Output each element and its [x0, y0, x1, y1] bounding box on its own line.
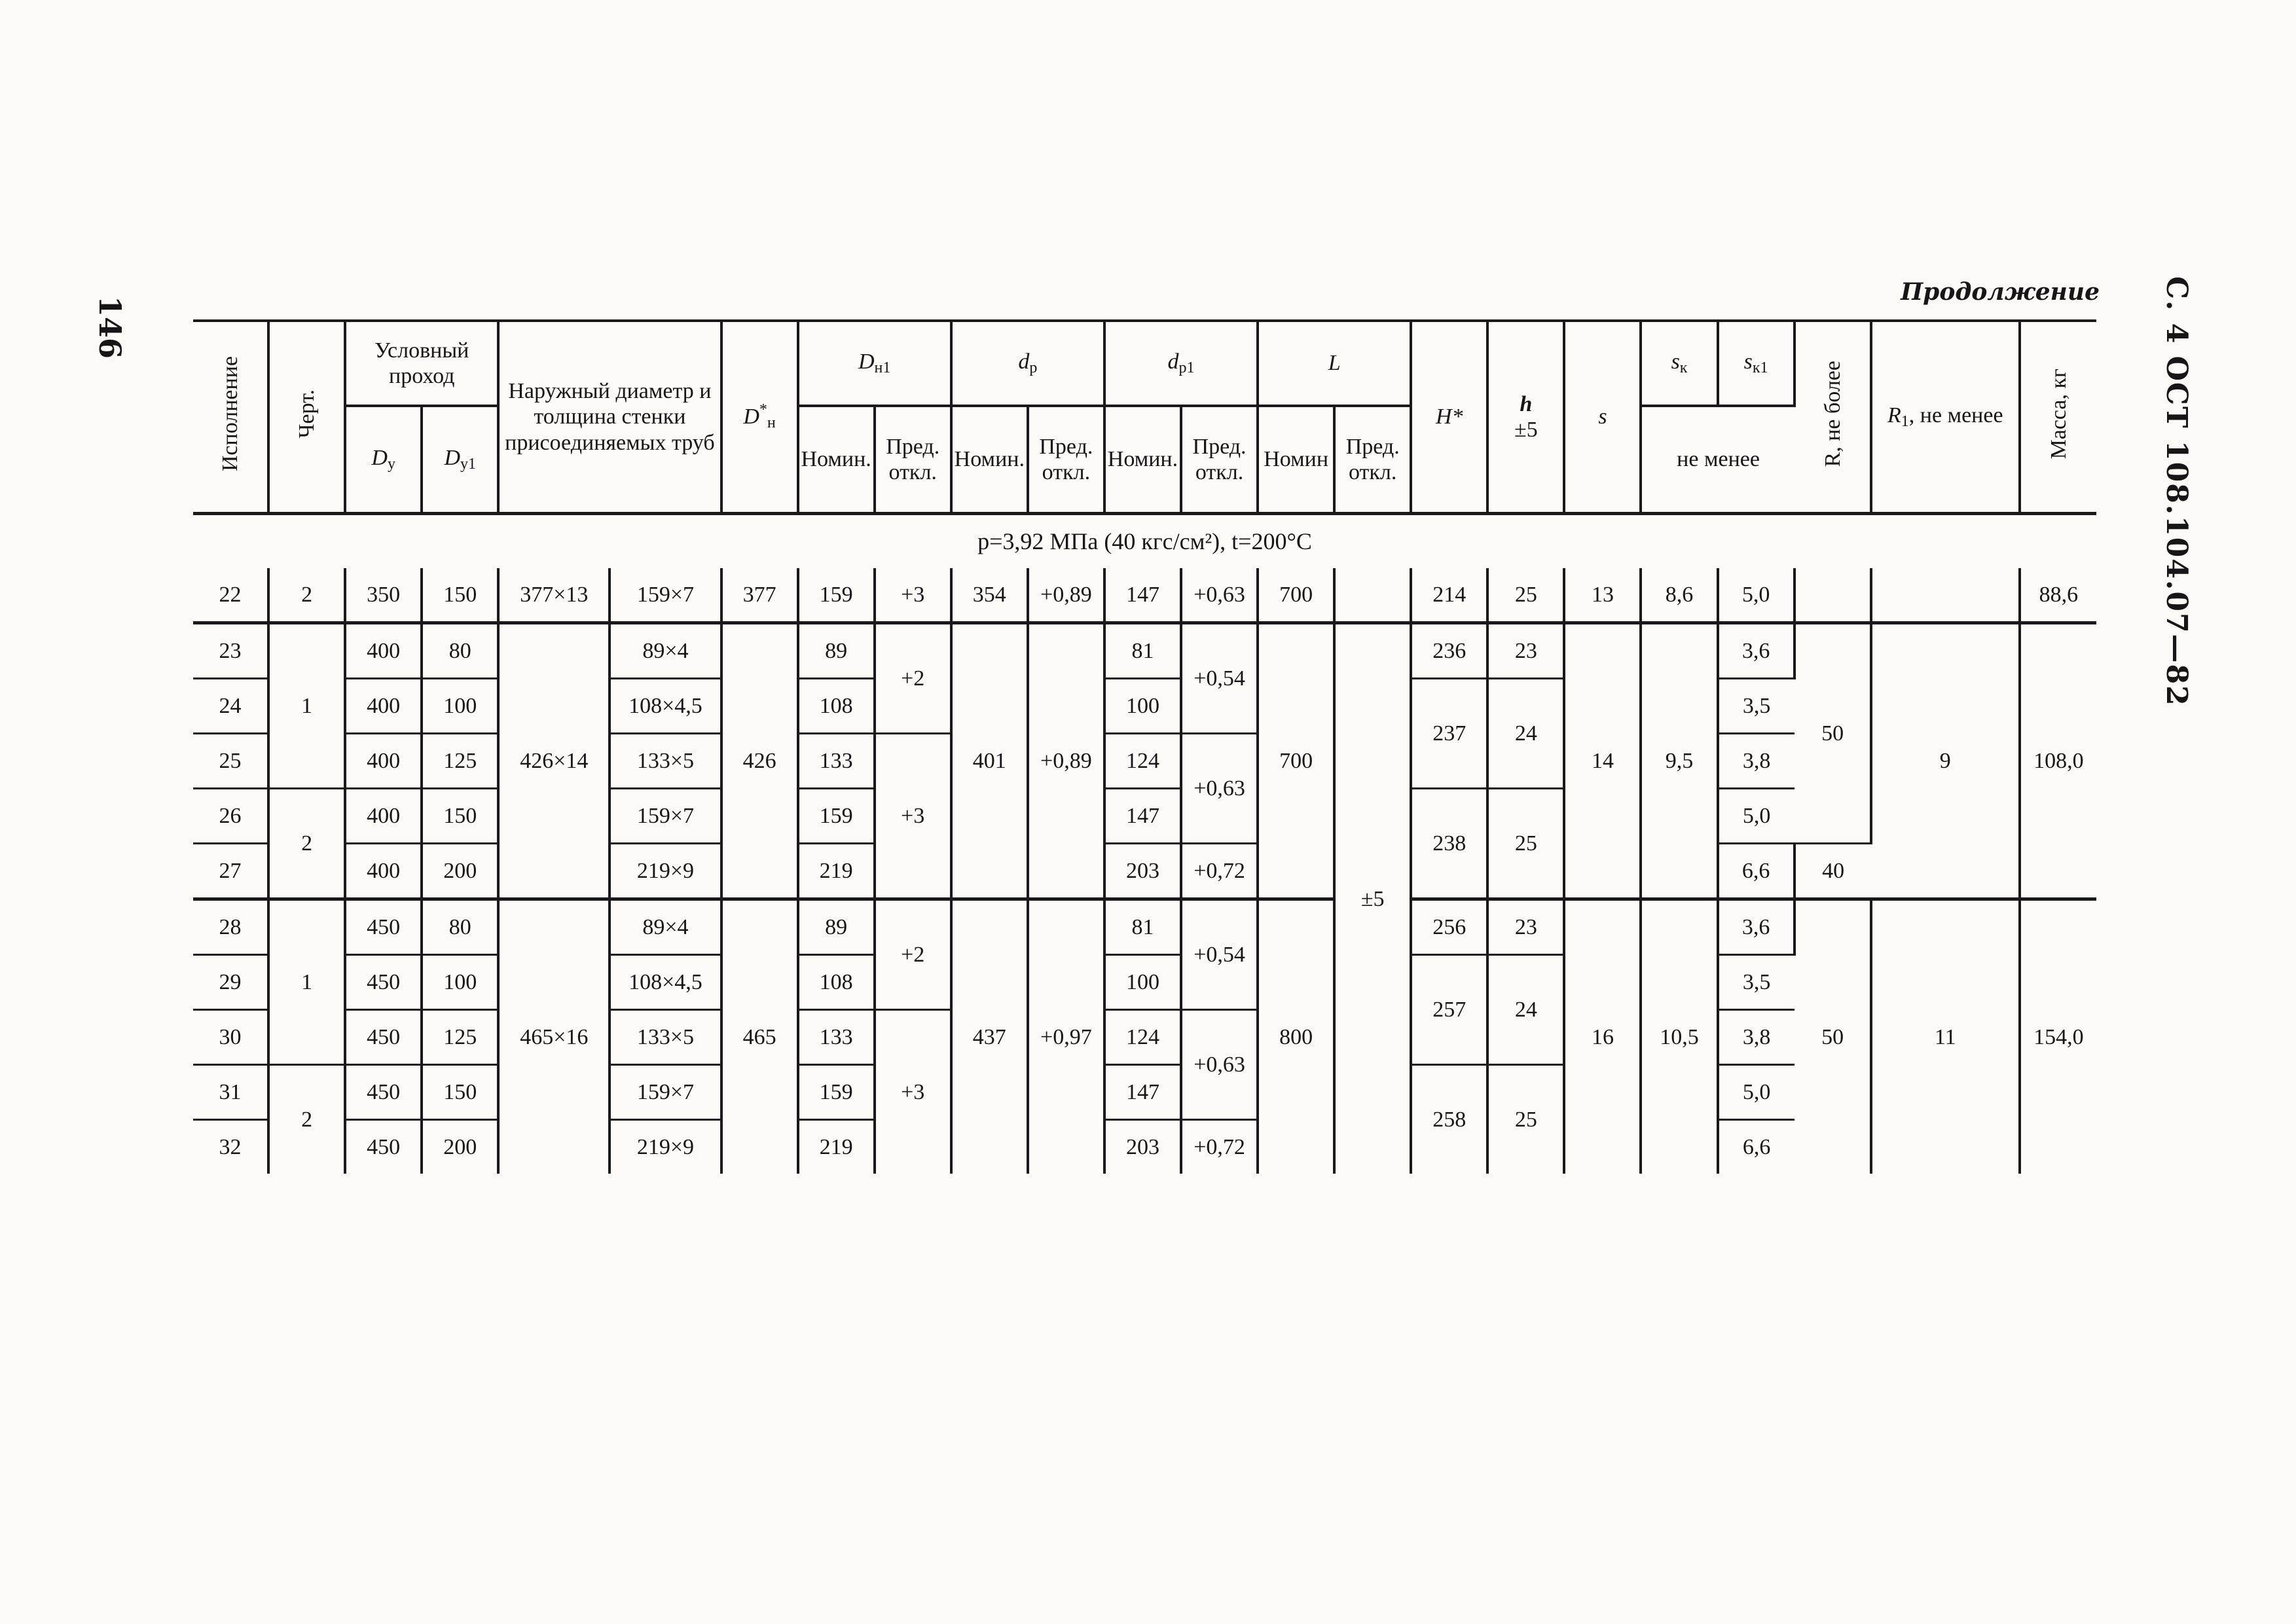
- header-r: R, не более: [1795, 321, 1871, 514]
- cell: 3,6: [1718, 623, 1795, 679]
- cell: 147: [1104, 1065, 1181, 1120]
- cell: 219: [798, 844, 875, 899]
- cell: +3: [875, 734, 951, 899]
- cell: 219×9: [610, 844, 721, 899]
- cell: 24: [1487, 955, 1564, 1065]
- header-dn1-pred: Пред. откл.: [875, 406, 951, 514]
- header-dn1-nom: Номин.: [798, 406, 875, 514]
- cell: [1871, 568, 2020, 623]
- cell: 238: [1411, 789, 1487, 899]
- cell: 401: [951, 623, 1028, 899]
- cell: 25: [1487, 1065, 1564, 1174]
- cell: 80: [422, 899, 498, 955]
- cell: 29: [193, 955, 268, 1010]
- cell: 450: [345, 1065, 422, 1120]
- cell: 465: [721, 899, 798, 1174]
- header-h-star: H*: [1411, 321, 1487, 514]
- header-uslovny-prohod: Условный проход: [345, 321, 498, 406]
- header-r1: $R_1$, не менее: [1871, 321, 2020, 514]
- cell: 2: [268, 789, 345, 899]
- cell: 258: [1411, 1065, 1487, 1174]
- header-sk1: $s_{к1}$: [1718, 321, 1795, 406]
- cell: 133: [798, 734, 875, 789]
- cell: +3: [875, 1010, 951, 1174]
- cell: +0,63: [1181, 568, 1258, 623]
- cell: 16: [1564, 899, 1641, 1174]
- cell: 23: [1487, 623, 1564, 679]
- cell: 400: [345, 734, 422, 789]
- cell: 400: [345, 789, 422, 844]
- header-dp1-pred: Пред. откл.: [1181, 406, 1258, 514]
- cell: 88,6: [2039, 582, 2079, 607]
- cell: 28: [193, 899, 268, 955]
- cell: +2: [875, 623, 951, 734]
- header-ne-menee: не менее: [1641, 406, 1794, 514]
- cell: +0,63: [1181, 734, 1258, 844]
- cell: 133×5: [610, 1010, 721, 1065]
- header-dn: $D^*_н$: [721, 321, 798, 514]
- cell: 450: [345, 1120, 422, 1174]
- cell: 203: [1104, 844, 1181, 899]
- header-outer-diameter: Наружный диаметр и толщина стенки присоединяемых труб: [498, 321, 721, 514]
- cell: 6,6: [1718, 1120, 1795, 1174]
- header-l: L: [1258, 321, 1411, 406]
- cell: 89: [798, 899, 875, 955]
- continuation-label: Продолжение: [1901, 278, 2100, 306]
- cell: 3,8: [1718, 1010, 1795, 1065]
- cell: 400: [345, 844, 422, 899]
- cell: 26: [193, 789, 268, 844]
- cell: 237: [1411, 679, 1487, 789]
- cell: 257: [1411, 955, 1487, 1065]
- cell: 377×13: [498, 568, 610, 623]
- cell: 159×7: [610, 568, 721, 623]
- cell: +3: [875, 568, 951, 623]
- cell: +0,72: [1181, 844, 1258, 899]
- cell: 236: [1411, 623, 1487, 679]
- header-ispolnenie: Исполнение: [193, 321, 268, 514]
- cell: 219: [798, 1120, 875, 1174]
- header-dp: $d_р$: [951, 321, 1104, 406]
- cell: 3,8: [1718, 734, 1795, 789]
- header-dy1: $D_{у1}$: [422, 406, 498, 514]
- cell: 450: [345, 899, 422, 955]
- cell: ±5: [1334, 623, 1411, 1174]
- cell: 89: [798, 623, 875, 679]
- cell: 22: [193, 568, 268, 623]
- header-dp1: $d_{р1}$: [1104, 321, 1258, 406]
- cell: 203: [1104, 1120, 1181, 1174]
- cell: 11: [1871, 899, 2020, 1174]
- cell: 400: [345, 623, 422, 679]
- cell: 100: [1104, 955, 1181, 1010]
- cell: 8,6: [1641, 568, 1717, 623]
- cell: 23: [193, 623, 268, 679]
- condition-label: p=3,92 МПа (40 кгс/см²), t=200°С: [977, 528, 1312, 554]
- cell: 124: [1104, 1010, 1181, 1065]
- table-row: [193, 899, 2096, 955]
- cell: 25: [1487, 789, 1564, 899]
- cell: 2: [268, 1065, 345, 1174]
- header-dp-pred: Пред. откл.: [1028, 406, 1104, 514]
- document-code: С. 4 ОСТ 108.104.07—82: [2160, 276, 2193, 707]
- cell: +0,54: [1181, 899, 1258, 1010]
- cell: 700: [1258, 568, 1334, 623]
- cell: 5,0: [1718, 1065, 1795, 1120]
- cell: 10,5: [1641, 899, 1717, 1174]
- cell: 125: [422, 1010, 498, 1065]
- cell: 25: [193, 734, 268, 789]
- cell: 50: [1795, 623, 1871, 844]
- cell: 23: [1487, 899, 1564, 955]
- cell: 31: [193, 1065, 268, 1120]
- cell: 350: [345, 568, 422, 623]
- cell: 81: [1104, 899, 1181, 955]
- cell: +0,89: [1028, 568, 1104, 623]
- header-sk: $s_к$: [1641, 321, 1717, 406]
- table-row: [193, 623, 2096, 679]
- cell: 159: [798, 1065, 875, 1120]
- table-row: [193, 844, 2096, 899]
- cell: +2: [875, 899, 951, 1010]
- cell: 3,5: [1718, 679, 1795, 734]
- cell: 377: [721, 568, 798, 623]
- cell: +0,72: [1181, 1120, 1258, 1174]
- cell: 450: [345, 1010, 422, 1065]
- cell: 2: [268, 568, 345, 623]
- cell: 147: [1104, 789, 1181, 844]
- cell: 3,5: [1718, 955, 1795, 1010]
- header-h: h ±5: [1487, 321, 1564, 514]
- cell: 200: [422, 1120, 498, 1174]
- cell: 6,6: [1718, 844, 1795, 899]
- cell: 1: [268, 899, 345, 1065]
- header-l-pred: Пред. откл.: [1334, 406, 1411, 514]
- cell: 133×5: [610, 734, 721, 789]
- header-chert: Черт.: [268, 321, 345, 514]
- cell: 426×14: [498, 623, 610, 899]
- cell: 125: [422, 734, 498, 789]
- cell: 426: [721, 623, 798, 899]
- cell: 159: [798, 568, 875, 623]
- cell: 150: [422, 568, 498, 623]
- cell: 3,6: [1718, 899, 1795, 955]
- cell: 89×4: [610, 623, 721, 679]
- cell: +0,97: [1028, 899, 1104, 1174]
- cell: 89×4: [610, 899, 721, 955]
- cell: 108×4,5: [610, 955, 721, 1010]
- cell: 800: [1258, 899, 1334, 1174]
- cell: +0,89: [1028, 623, 1104, 899]
- cell: 100: [422, 955, 498, 1010]
- cell: 150: [422, 789, 498, 844]
- cell: 108,0: [2020, 623, 2096, 899]
- cell: 108×4,5: [610, 679, 721, 734]
- cell: 450: [345, 955, 422, 1010]
- cell: 465×16: [498, 899, 610, 1174]
- cell: 27: [193, 844, 268, 899]
- cell: 30: [193, 1010, 268, 1065]
- cell: 400: [345, 679, 422, 734]
- cell: 100: [422, 679, 498, 734]
- cell: 25: [1487, 568, 1564, 623]
- cell: 14: [1564, 623, 1641, 899]
- header-dy: $D_у$: [345, 406, 422, 514]
- cell: 81: [1104, 623, 1181, 679]
- cell: 219×9: [610, 1120, 721, 1174]
- cell: 5,0: [1718, 568, 1795, 623]
- cell: 159×7: [610, 789, 721, 844]
- header-s: s: [1564, 321, 1641, 514]
- cell: [1795, 568, 1871, 623]
- dimensions-table: [193, 319, 2096, 1174]
- cell: 147: [1104, 568, 1181, 623]
- cell: 13: [1564, 568, 1641, 623]
- cell: 256: [1411, 899, 1487, 955]
- cell: 700: [1258, 623, 1334, 899]
- cell: [1334, 568, 1411, 623]
- header-mass: Масса, кг: [2020, 321, 2096, 514]
- cell: 24: [1487, 679, 1564, 789]
- cell: 200: [422, 844, 498, 899]
- cell: 133: [798, 1010, 875, 1065]
- cell: 108: [798, 955, 875, 1010]
- cell: 50: [1795, 899, 1871, 1174]
- cell: +0,54: [1181, 623, 1258, 734]
- cell: 24: [193, 679, 268, 734]
- cell: 9: [1871, 623, 2020, 899]
- cell: 437: [951, 899, 1028, 1174]
- cell: 124: [1104, 734, 1181, 789]
- header-dn1: $D_{н1}$: [798, 321, 951, 406]
- cell: +0,63: [1181, 1010, 1258, 1120]
- header-dp1-nom: Номин.: [1104, 406, 1181, 514]
- cell: 354: [951, 568, 1028, 623]
- table-row: [193, 568, 2096, 623]
- cell: 9,5: [1641, 623, 1717, 899]
- cell: 1: [268, 623, 345, 789]
- cell: 159×7: [610, 1065, 721, 1120]
- cell: 80: [422, 623, 498, 679]
- cell: 150: [422, 1065, 498, 1120]
- cell: 40: [1795, 844, 1871, 899]
- cell: 159: [798, 789, 875, 844]
- page-number: 146: [92, 296, 128, 359]
- cell: 108: [798, 679, 875, 734]
- cell: 100: [1104, 679, 1181, 734]
- cell: 5,0: [1718, 789, 1795, 844]
- cell: 154,0: [2020, 899, 2096, 1174]
- header-dp-nom: Номин.: [951, 406, 1028, 514]
- cell: 32: [193, 1120, 268, 1174]
- cell: 214: [1411, 568, 1487, 623]
- header-l-nom: Номин: [1258, 406, 1334, 514]
